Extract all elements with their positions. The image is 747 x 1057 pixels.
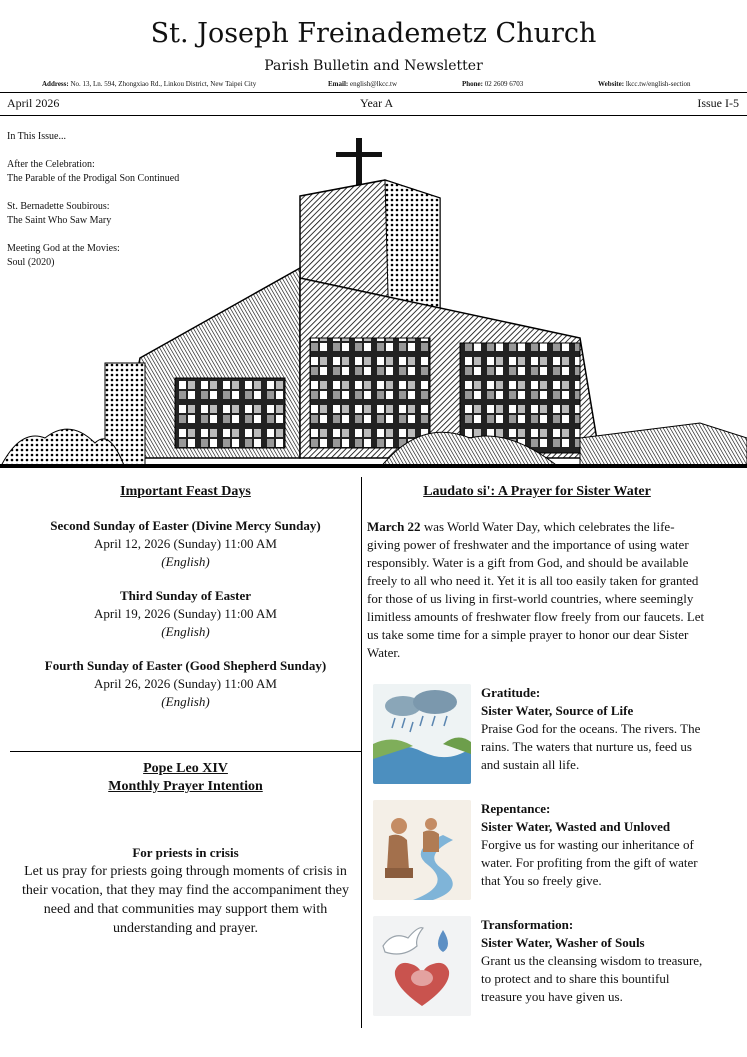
feast-item: Second Sunday of Easter (Divine Mercy Sunday) April 12, 2026 (Sunday) 11:00 AM (English) bbox=[50, 518, 321, 569]
email-info: Email: english@lkcc.tw bbox=[328, 80, 398, 88]
water-day-date: March 22 bbox=[367, 519, 421, 534]
left-section-divider bbox=[10, 751, 361, 752]
prayer-intention-section bbox=[10, 760, 361, 938]
prayer-transformation: Transformation: Sister Water, Washer of Souls Grant us the cleansing wisdom to treasure, to protect and to share this bountiful treasure you have given us. bbox=[373, 916, 713, 1016]
website-info: Website: lkcc.tw/english-section bbox=[598, 80, 691, 88]
toc-item[interactable]: St. Bernadette Soubirous: The Saint Who Saw Mary bbox=[7, 201, 112, 226]
cross-icon bbox=[336, 138, 382, 188]
table-of-contents bbox=[7, 130, 179, 284]
liturgical-year: Year A bbox=[360, 96, 394, 110]
issue-number: Issue I-5 bbox=[697, 96, 739, 110]
laudato-si-section bbox=[367, 483, 707, 662]
kneeling-figures-icon bbox=[373, 800, 471, 900]
toc-item[interactable]: Meeting God at the Movies: Soul (2020) bbox=[7, 243, 120, 268]
intention-title: For priests in crisis bbox=[132, 845, 239, 860]
intention-heading: Monthly Prayer Intention bbox=[108, 779, 263, 794]
feast-item: Fourth Sunday of Easter (Good Shepherd Sunday) April 26, 2026 (Sunday) 11:00 AM (English) bbox=[44, 658, 327, 709]
prayer-repentance: Repentance: Sister Water, Wasted and Unloved Forgive us for wasting our inheritance of water. For profiting from the gift of water that You so freely give. bbox=[373, 800, 713, 900]
newsletter-subtitle: Parish Bulletin and Newsletter bbox=[264, 58, 483, 74]
intention-text: Let us pray for priests going through moments of crisis in their vocation, that they may find the accompaniment they need and that communities may support them with understanding and prayer. bbox=[22, 864, 349, 936]
toc-heading: In This Issue... bbox=[7, 131, 66, 142]
issue-date: April 2026 bbox=[7, 96, 60, 110]
toc-item[interactable]: After the Celebration: The Parable of the Prodigal Son Continued bbox=[7, 159, 180, 184]
feast-item: Third Sunday of Easter April 19, 2026 (Sunday) 11:00 AM (English) bbox=[94, 588, 277, 639]
feast-days-section bbox=[10, 483, 361, 711]
newsletter-title: St. Joseph Freinademetz Church bbox=[150, 18, 597, 49]
water-day-paragraph: March 22 was World Water Day, which celebrates the life-giving power of freshwater and the importance of using water responsibly. Water is a gift from God, and should be available freely to all who need it. Yet it is all too easily taken for granted for those of us living in first-world countries, where seemingly limitless amounts of freshwater flow freely from our faucets. Let us take some time for a simple prayer to honor our dear Sister Water. bbox=[367, 519, 705, 660]
phone-info: Phone: 02 2609 6703 bbox=[462, 80, 524, 88]
address-info: Address: No. 13, Ln. 594, Zhongxiao Rd., Linkou District, New Taipei City bbox=[42, 80, 257, 88]
feast-days-heading: Important Feast Days bbox=[120, 484, 251, 499]
dove-heart-icon bbox=[373, 916, 471, 1016]
masthead-rule-top bbox=[0, 92, 747, 93]
pope-heading: Pope Leo XIV bbox=[143, 761, 228, 776]
rain-landscape-icon bbox=[373, 684, 471, 784]
masthead-rule-bottom bbox=[0, 115, 747, 116]
column-divider bbox=[361, 477, 362, 1028]
laudato-heading: Laudato si': A Prayer for Sister Water bbox=[423, 484, 651, 499]
prayer-gratitude: Gratitude: Sister Water, Source of Life Praise God for the oceans. The rivers. The rains. The waters that nurture us, feed us and sustain all life. bbox=[373, 684, 713, 784]
